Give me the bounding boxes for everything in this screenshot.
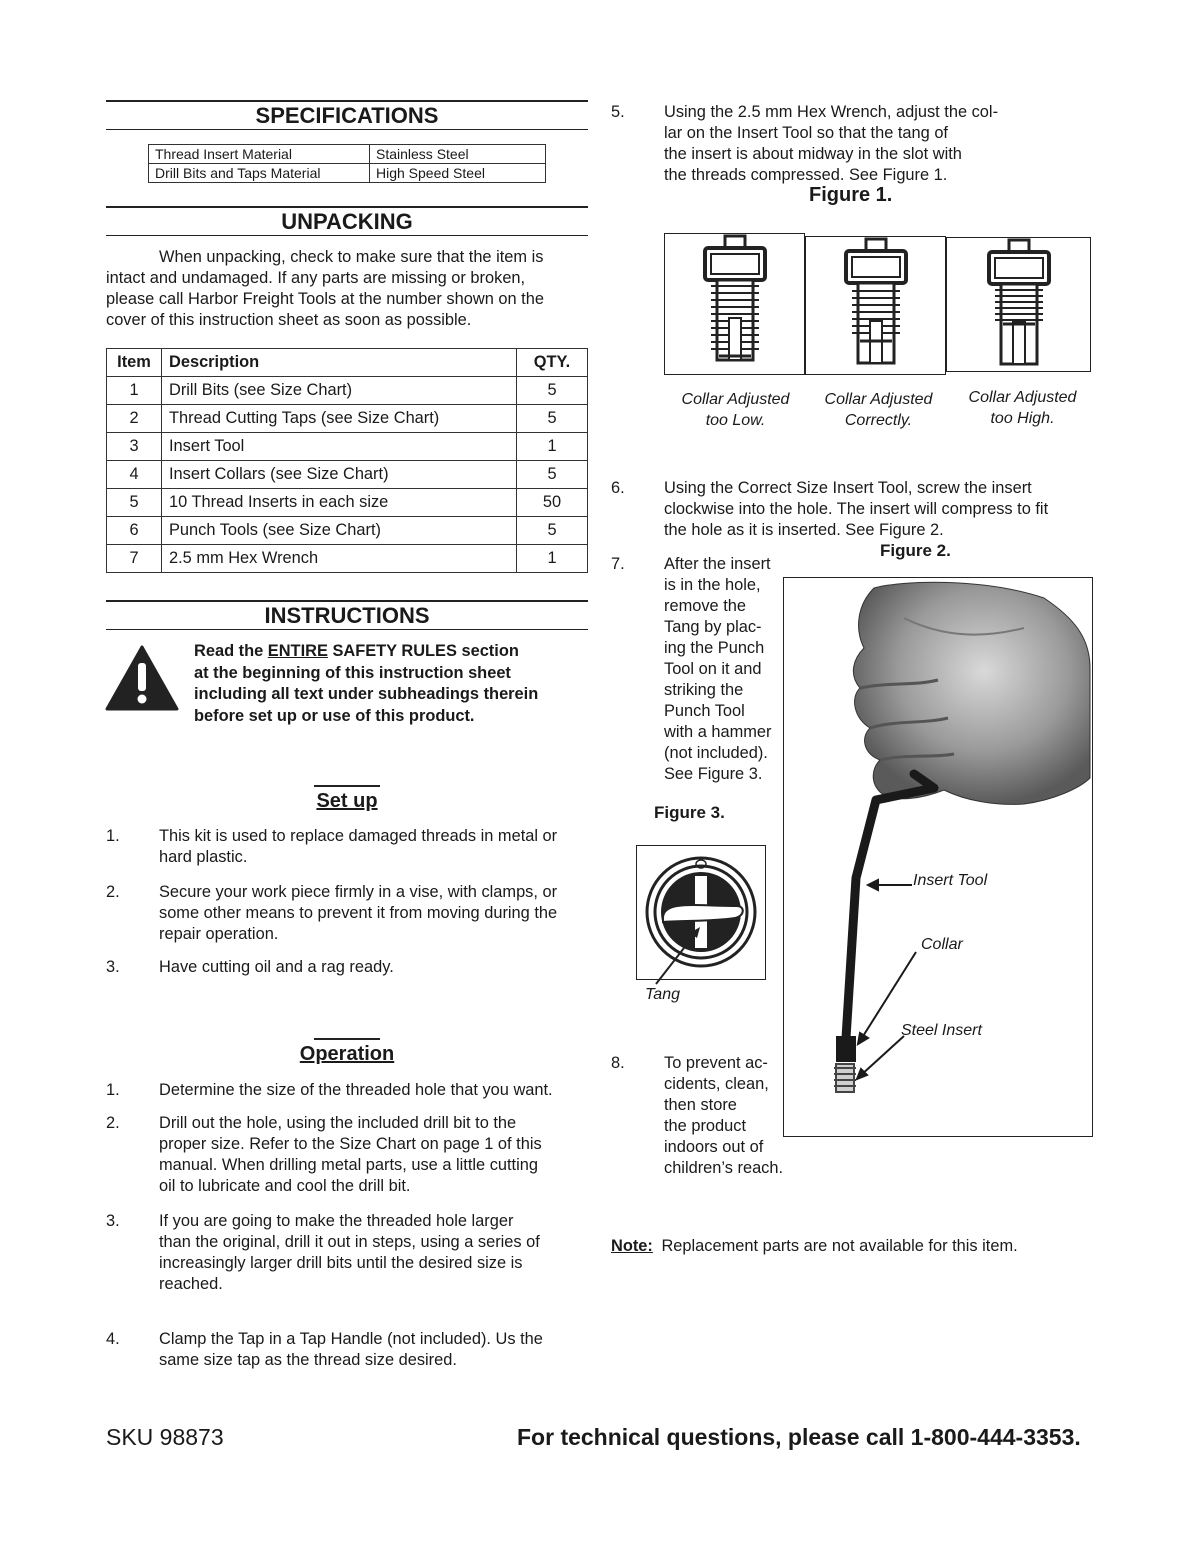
item-qty: 5 bbox=[517, 405, 588, 433]
figure-1-panel-correct bbox=[805, 236, 946, 375]
step-line: with a hammer bbox=[664, 723, 772, 741]
setup-subheading: Set up bbox=[106, 790, 588, 813]
warning-text: before set up or use of this product. bbox=[194, 706, 475, 725]
table-row bbox=[107, 433, 588, 461]
warning-triangle-icon bbox=[105, 645, 179, 711]
item-number: 2 bbox=[107, 405, 162, 433]
caption-line: too Low. bbox=[705, 412, 766, 429]
tech-support-footer: For technical questions, please call 1-800-444-3353. bbox=[517, 1424, 1081, 1450]
table-row bbox=[149, 164, 546, 183]
step-number: 4. bbox=[106, 1330, 120, 1348]
step-line: indoors out of bbox=[664, 1138, 764, 1156]
step-line: To prevent ac- bbox=[664, 1054, 768, 1072]
step-line: If you are going to make the threaded hole larger bbox=[159, 1212, 514, 1230]
step-line: repair operation. bbox=[159, 925, 279, 943]
column-header-description: Description bbox=[162, 349, 517, 377]
column-header-item: Item bbox=[107, 349, 162, 377]
parts-table bbox=[106, 348, 588, 573]
caption-line: Collar Adjusted bbox=[681, 391, 790, 408]
step-line: some other means to prevent it from moving during the bbox=[159, 904, 558, 922]
step-line: Have cutting oil and a rag ready. bbox=[159, 958, 394, 976]
note-text: Replacement parts are not available for this item. bbox=[661, 1237, 1018, 1255]
insert-tool-collar-high-illustration bbox=[947, 238, 1090, 371]
step-line: reached. bbox=[159, 1275, 223, 1293]
paragraph-line: When unpacking, check to make sure that the item is bbox=[159, 248, 544, 266]
step-line: same size tap as the thread size desired. bbox=[159, 1351, 457, 1369]
specifications-table bbox=[148, 144, 546, 183]
table-row bbox=[107, 377, 588, 405]
step-line: This kit is used to replace damaged threads in metal or bbox=[159, 827, 558, 845]
step-line: children’s reach. bbox=[664, 1159, 784, 1177]
item-qty: 5 bbox=[517, 377, 588, 405]
step-number: 3. bbox=[106, 958, 120, 976]
step-line: is in the hole, bbox=[664, 576, 761, 594]
column-header-qty: QTY. bbox=[517, 349, 588, 377]
table-row bbox=[107, 517, 588, 545]
paragraph-line: intact and undamaged. If any parts are missing or broken, bbox=[106, 269, 526, 287]
step-line: Punch Tool bbox=[664, 702, 745, 720]
figure-1-panel-low bbox=[664, 233, 805, 375]
note-label: Note: bbox=[611, 1237, 653, 1255]
item-description: Drill Bits (see Size Chart) bbox=[162, 377, 517, 405]
step-number: 3. bbox=[106, 1212, 120, 1230]
tang-label: Tang bbox=[645, 986, 680, 1003]
item-qty: 50 bbox=[517, 489, 588, 517]
hand-holding-insert-tool-illustration bbox=[784, 578, 1092, 1136]
safety-warning-text bbox=[194, 641, 538, 727]
warning-text: Read the bbox=[194, 642, 268, 660]
step-line: striking the bbox=[664, 681, 744, 699]
item-qty: 5 bbox=[517, 461, 588, 489]
step-number: 5. bbox=[611, 103, 625, 121]
item-number: 3 bbox=[107, 433, 162, 461]
paragraph-line: please call Harbor Freight Tools at the number shown on the bbox=[106, 290, 544, 308]
spec-value: High Speed Steel bbox=[370, 164, 546, 183]
step-line: Secure your work piece firmly in a vise, with clamps, or bbox=[159, 883, 558, 901]
step-number: 8. bbox=[611, 1054, 625, 1072]
caption-line: too High. bbox=[990, 410, 1055, 427]
step-number: 2. bbox=[106, 1114, 120, 1132]
figure-1-panel-high bbox=[946, 237, 1091, 372]
step-line: cidents, clean, bbox=[664, 1075, 769, 1093]
item-description: 2.5 mm Hex Wrench bbox=[162, 545, 517, 573]
caption-line: Collar Adjusted bbox=[824, 391, 933, 408]
step-line: than the original, drill it out in steps, using a series of bbox=[159, 1233, 540, 1251]
figure-3-title: Figure 3. bbox=[654, 803, 725, 822]
warning-emphasis: ENTIRE bbox=[267, 642, 328, 660]
item-number: 6 bbox=[107, 517, 162, 545]
step-line: then store bbox=[664, 1096, 737, 1114]
step-line: After the insert bbox=[664, 555, 771, 573]
insert-tool-collar-low-illustration bbox=[665, 234, 804, 374]
step-line: Tang by plac- bbox=[664, 618, 762, 636]
figure-2-title: Figure 2. bbox=[880, 541, 951, 560]
step-line: lar on the Insert Tool so that the tang of bbox=[664, 124, 948, 142]
step-line: clockwise into the hole. The insert will compress to fit bbox=[664, 500, 1049, 518]
step-line: the insert is about midway in the slot with bbox=[664, 145, 962, 163]
step-line: Using the Correct Size Insert Tool, screw the insert bbox=[664, 479, 1032, 497]
figure-1-title: Figure 1. bbox=[809, 184, 893, 206]
item-number: 4 bbox=[107, 461, 162, 489]
item-description: 10 Thread Inserts in each size bbox=[162, 489, 517, 517]
table-row bbox=[107, 545, 588, 573]
table-header-row bbox=[107, 349, 588, 377]
step-line: Using the 2.5 mm Hex Wrench, adjust the col- bbox=[664, 103, 999, 121]
warning-text: including all text under subheadings therein bbox=[194, 685, 539, 703]
step-line: the product bbox=[664, 1117, 747, 1135]
step-line: (not included). bbox=[664, 744, 768, 762]
tang-arrow-icon bbox=[650, 920, 710, 990]
sku-footer: SKU 98873 bbox=[106, 1424, 224, 1450]
insert-tool-label: Insert Tool bbox=[913, 872, 988, 889]
spec-label: Thread Insert Material bbox=[149, 145, 370, 164]
item-number: 7 bbox=[107, 545, 162, 573]
figure-1-caption-correct bbox=[807, 389, 950, 431]
figure-1-caption-low bbox=[664, 389, 807, 431]
unpacking-heading: UNPACKING bbox=[106, 206, 588, 236]
step-line: oil to lubricate and cool the drill bit. bbox=[159, 1177, 411, 1195]
item-description: Insert Collars (see Size Chart) bbox=[162, 461, 517, 489]
spec-value: Stainless Steel bbox=[370, 145, 546, 164]
step-line: ing the Punch bbox=[664, 639, 765, 657]
step-line: hard plastic. bbox=[159, 848, 248, 866]
figure-2-frame bbox=[783, 577, 1093, 1137]
item-description: Insert Tool bbox=[162, 433, 517, 461]
item-description: Thread Cutting Taps (see Size Chart) bbox=[162, 405, 517, 433]
step-number: 7. bbox=[611, 555, 625, 573]
figure-1-caption-high bbox=[951, 387, 1094, 429]
step-line: Tool on it and bbox=[664, 660, 762, 678]
step-line: Drill out the hole, using the included drill bit to the bbox=[159, 1114, 517, 1132]
unpacking-paragraph bbox=[106, 247, 596, 331]
warning-text: at the beginning of this instruction sheet bbox=[194, 663, 511, 682]
steel-insert-label: Steel Insert bbox=[901, 1022, 982, 1039]
table-row bbox=[107, 461, 588, 489]
caption-line: Correctly. bbox=[844, 412, 913, 429]
step-line: the threads compressed. See Figure 1. bbox=[664, 166, 948, 184]
table-row bbox=[107, 405, 588, 433]
warning-text: SAFETY RULES section bbox=[327, 642, 519, 660]
item-number: 5 bbox=[107, 489, 162, 517]
table-row bbox=[107, 489, 588, 517]
step-line: manual. When drilling metal parts, use a little cutting bbox=[159, 1156, 538, 1174]
instructions-heading: INSTRUCTIONS bbox=[106, 600, 588, 630]
step-line: increasingly larger drill bits until the desired size is bbox=[159, 1254, 523, 1272]
operation-subheading: Operation bbox=[106, 1043, 588, 1066]
step-line: proper size. Refer to the Size Chart on page 1 of this bbox=[159, 1135, 542, 1153]
step-number: 1. bbox=[106, 1081, 120, 1099]
note bbox=[611, 1236, 1091, 1257]
item-description: Punch Tools (see Size Chart) bbox=[162, 517, 517, 545]
paragraph-line: cover of this instruction sheet as soon as possible. bbox=[106, 311, 472, 329]
insert-tool-collar-correct-illustration bbox=[806, 237, 945, 374]
step-line: Clamp the Tap in a Tap Handle (not included). Us the bbox=[159, 1330, 543, 1348]
step-line: the hole as it is inserted. See Figure 2. bbox=[664, 521, 944, 539]
specifications-heading: SPECIFICATIONS bbox=[106, 100, 588, 130]
step-line: remove the bbox=[664, 597, 746, 615]
collar-label: Collar bbox=[921, 936, 963, 953]
item-qty: 5 bbox=[517, 517, 588, 545]
step-line: See Figure 3. bbox=[664, 765, 763, 783]
caption-line: Collar Adjusted bbox=[968, 389, 1077, 406]
spec-label: Drill Bits and Taps Material bbox=[149, 164, 370, 183]
item-number: 1 bbox=[107, 377, 162, 405]
item-qty: 1 bbox=[517, 433, 588, 461]
step-number: 2. bbox=[106, 883, 120, 901]
table-row bbox=[149, 145, 546, 164]
step-number: 1. bbox=[106, 827, 120, 845]
step-line: Determine the size of the threaded hole that you want. bbox=[159, 1081, 553, 1099]
step-number: 6. bbox=[611, 479, 625, 497]
item-qty: 1 bbox=[517, 545, 588, 573]
